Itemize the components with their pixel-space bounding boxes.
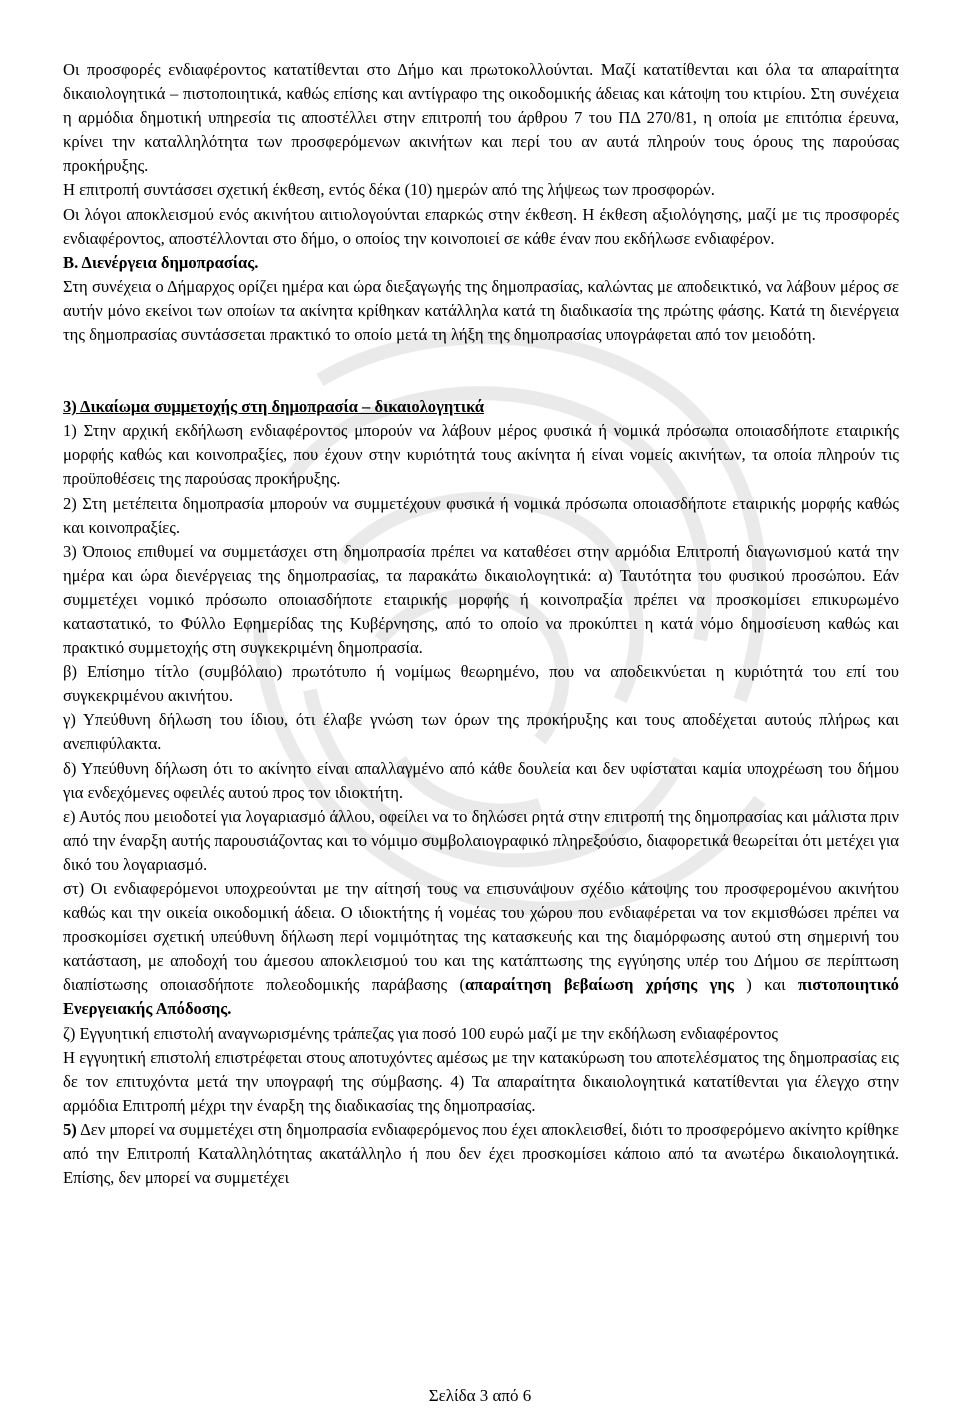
list-item-d: δ) Υπεύθυνη δήλωση ότι το ακίνητο είναι απαλλαγμένο από κάθε δουλεία και δεν υφίσταται καμία υποχρέωση του δήμου για ενδεχόμενες οφειλές αυτού προς τον ιδιοκτήτη.: [63, 758, 899, 802]
list-item-2: 2) Στη μετέπειτα δημοπρασία μπορούν να συμμετέχουν φυσικά ή νομικά πρόσωπα οποιασδήποτε εταιρικής μορφής καθώς και κοινοπραξίες.: [63, 493, 899, 537]
paragraph-guarantee-return: Η εγγυητική επιστολή επιστρέφεται στους αποτυχόντες αμέσως με την κατακύρωση του αποτελέσματος της δημοπρασίας εις δε τον επιτυχόντα μετά την υπογραφή της σύμβασης. 4) Τα απαραίτητα δικαιολογητικά κατατίθενται για έλεγχο στην αρμόδια Επιτροπή μέχρι την έναρξη της διαδικασίας της δημοπρασίας.: [63, 1047, 899, 1115]
paragraph-submission: Οι προσφορές ενδιαφέροντος κατατίθενται στο Δήμο και πρωτοκολλούνται. Μαζί κατατίθενται και όλα τα απαραίτητα δικαιολογητικά – πιστοποιητικά, καθώς επίσης και αντίγραφο της οικοδομικής άδειας και κάτοψη του κτιρίου. Στη συνέχεια η αρμόδια δημοτική υπηρεσία τις αποστέλλει στην επιτροπή του άρθρου 7 του ΠΔ 270/81, η οποία με επιτόπια έρευνα, κρίνει την καταλληλότητα των προσφερόμενων ακινήτων και περί του αν αυτά πληρούν τους όρους της παρούσας προκήρυξης.: [63, 60, 899, 176]
energy-certificate-text: πιστοποιητικό Ενεργειακής Απόδοσης.: [63, 975, 899, 1019]
list-item-st-text: στ) Οι ενδιαφερόμενοι υποχρεούνται με την αίτησή τους να επισυνάψουν σχέδιο κάτοψης του προσφερομένου ακινήτου καθώς και την οικεία οικοδομική άδεια. Ο ιδιοκτήτης ή νομέας του χώρου που ενδιαφέρεται να τον εκμισθώσει πρέπει να προσκομίσει σχετική υπεύθυνη δήλωση περί νομιμότητας της κατασκευής και της διαμόρφωσης αυτού στη σημερινή του κατάσταση, με αποδοχή του άμεσου αποκλεισμού του και της κατάπτωσης της εγγύησης υπέρ του Δήμου σε περίπτωση διαπίστωσης οποιασδήποτε πολεοδομικής παράβασης (: [63, 879, 899, 995]
list-item-5-number: 5): [63, 1119, 77, 1139]
paragraph-auction-process: Στη συνέχεια ο Δήμαρχος ορίζει ημέρα και ώρα διεξαγωγής της δημοπρασίας, καλώντας με αποδεικτικό, να λάβουν μέρος σε αυτήν μόνο εκείνοι των οποίων τα ακίνητα κρίθηκαν κατάλληλα κατά τη διαδικασία της πρώτης φάσης. Κατά τη διενέργεια της δημοπρασίας συντάσσεται πρακτικό το οποίο μετά τη λήξη της δημοπρασίας υπογράφεται από τον μειοδότη.: [63, 276, 899, 345]
paragraph-committee-report: Η επιτροπή συντάσσει σχετική έκθεση, εντός δέκα (10) ημερών από της λήψεως των προσφορών.: [63, 180, 715, 200]
list-item-5-text: Δεν μπορεί να συμμετέχει στη δημοπρασία ενδιαφερόμενος που έχει αποκλεισθεί, διότι το προσφερόμενο ακίνητο κρίθηκε από την Επιτροπή Καταλληλότητας ακατάλληλο ή που δεν έχει προσκομίσει κάποιο από τα ανωτέρω δικαιολογητικά. Επίσης, δεν μπορεί να συμμετέχει: [63, 1119, 899, 1188]
heading-participation-rights: 3) Δικαίωμα συμμετοχής στη δημοπρασία – δικαιολογητικά: [63, 397, 485, 417]
page-number-footer: Σελίδα 3 από 6: [428, 1386, 532, 1405]
list-item-5: [63, 1118, 899, 1190]
list-item-3: 3) Όποιος επιθυμεί να συμμετάσχει στη δημοπρασία πρέπει να καταθέσει στην αρμόδια Επιτροπή διαγωνισμού κατά την ημέρα και ώρα διενέργειας της δημοπρασίας, τα παρακάτω δικαιολογητικά: α) Ταυτότητα του φυσικού προσώπου. Εάν συμμετέχει νομικό πρόσωπο οποιασδήποτε εταιρικής μορφής ή κοινοπραξία πρέπει να προσκομίσει επικυρωμένο καταστατικό, το Φύλλο Εφημερίδας της Κυβέρνησης, από το οποίο να προκύπτει η κατά νόμο δημοσίευση καθώς και πρακτικό συμμετοχής στη συγκεκριμένη δημοπρασία.: [63, 541, 899, 658]
list-item-e: ε) Αυτός που μειοδοτεί για λογαριασμό άλλου, οφείλει να το δηλώσει ρητά στην επιτροπή της δημοπρασίας και μάλιστα πριν από την έναρξη αυτής παρουσιάζοντας και το νόμιμο συμβολαιογραφικό πληρεξούσιο, διαφορετικά θεωρείται ότι μετέχει για δικό του λογαριασμό.: [63, 806, 899, 874]
list-item-g: γ) Υπεύθυνη δήλωση του ίδιου, ότι έλαβε γνώση των όρων της προκήρυξης και τους αποδέχεται αυτούς πλήρως και ανεπιφύλακτα.: [63, 710, 899, 754]
land-use-certificate-text: απαραίτηση βεβαίωση χρήσης γης: [465, 975, 734, 995]
list-item-b: β) Επίσημο τίτλο (συμβόλαιο) πρωτότυπο ή νομίμως θεωρημένο, που να αποδεικνύεται η κυριότητά του επί του συγκεκριμένου ακινήτου.: [63, 662, 899, 706]
section-spacer: [63, 347, 899, 395]
paragraph-exclusion-reasons: Οι λόγοι αποκλεισμού ενός ακινήτου αιτιολογούνται επαρκώς στην έκθεση. Η έκθεση αξιολόγησης, μαζί με τις προσφορές ενδιαφέροντος, αποστέλλονται στο δήμο, ο οποίος την κοινοποιεί σε κάθε έναν που εκδήλωσε ενδιαφέρον.: [63, 204, 899, 248]
list-item-st-connector: ) και: [733, 975, 798, 995]
list-item-1: 1) Στην αρχική εκδήλωση ενδιαφέροντος μπορούν να λάβουν μέρος φυσικά ή νομικά πρόσωπα οποιασδήποτε εταιρικής μορφής καθώς και κοινοπραξίες, που έχουν στην κυριότητά τους ακίνητα ή είναι νομείς ακινήτων, τα οποία πληρούν τις προϋποθέσεις της παρούσας προκήρυξης.: [63, 421, 899, 489]
heading-auction-conduct: Β. Διενέργεια δημοπρασίας.: [63, 252, 259, 272]
document-body: [63, 58, 899, 1190]
list-item-st: [63, 877, 899, 1022]
list-item-z: ζ) Εγγυητική επιστολή αναγνωρισμένης τράπεζας για ποσό 100 ευρώ μαζί με την εκδήλωση ενδιαφέροντος: [63, 1023, 778, 1043]
